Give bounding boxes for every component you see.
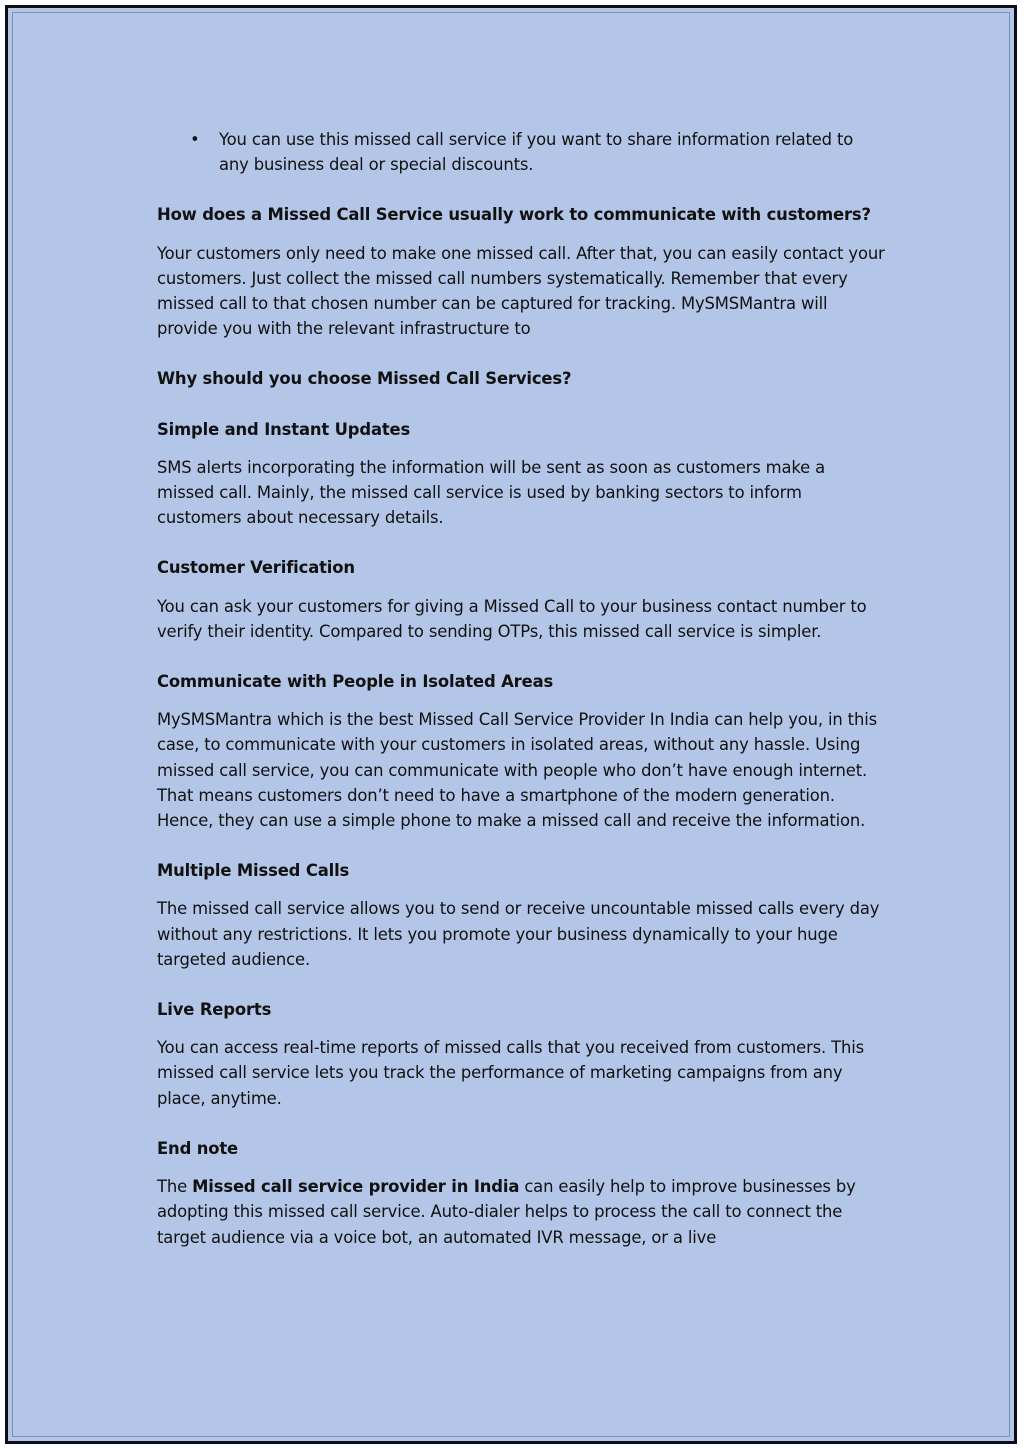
paragraph-multiple-missed-calls: The missed call service allows you to send or receive uncountable missed calls every day without any restrictions. It lets you promote your business dynamically to your huge targeted audience. [157, 899, 880, 969]
document-page [5, 5, 1017, 1444]
heading-end-note: End note [157, 1138, 238, 1158]
heading-isolated-areas: Communicate with People in Isolated Areas [157, 672, 554, 692]
heading-why-choose: Why should you choose Missed Call Services? [157, 369, 572, 389]
paragraph-customer-verification: You can ask your customers for giving a Missed Call to your business contact number to verify their identity. Compared to sending OTPs, this missed call service is simpler. [157, 596, 867, 641]
end-note-suffix: can easily help to improve businesses by adopting this missed call service. Auto-dialer helps to process the call to connect the target audience via a voice bot, an automated IVR message, or a live [157, 1177, 856, 1247]
paragraph-live-reports: You can access real-time reports of missed calls that you received from customers. This missed call service lets you track the performance of marketing campaigns from any place, anytime. [157, 1038, 865, 1108]
heading-how-it-works: How does a Missed Call Service usually work to communicate with customers? [157, 205, 871, 225]
paragraph-simple-updates: SMS alerts incorporating the information will be sent as soon as customers make a missed call. Mainly, the missed call service is used by banking sectors to inform customers about necessary details. [157, 457, 826, 528]
end-note-prefix: The [157, 1177, 193, 1197]
end-note-bold-phrase: Missed call service provider in India [192, 1177, 520, 1197]
heading-simple-updates: Simple and Instant Updates [157, 419, 411, 439]
paragraph-isolated-areas: MySMSMantra which is the best Missed Call Service Provider In India can help you, in this case, to communicate with your customers in isolated areas, without any hassle. Using missed call service, you can communicate with people who don’t have enough internet. That means customers don’t need to have a smartphone of the modern generation. Hence, they can use a simple phone to make a missed call and receive the information. [157, 710, 877, 831]
bullet-item [157, 127, 887, 177]
heading-live-reports: Live Reports [157, 1000, 272, 1020]
document-content [157, 127, 887, 1250]
paragraph-how-it-works: Your customers only need to make one missed call. After that, you can easily contact your customers. Just collect the missed call numbers systematically. Remember that every missed call to that chosen number can be captured for tracking. MySMSMantra will provide you with the relevant infrastructure to [157, 243, 885, 339]
heading-multiple-missed-calls: Multiple Missed Calls [157, 861, 350, 881]
heading-customer-verification: Customer Verification [157, 558, 355, 578]
paragraph-end-note [157, 1174, 887, 1250]
bullet-icon: • [190, 130, 200, 149]
bullet-text: You can use this missed call service if you want to share information related to any business deal or special discounts. [219, 130, 854, 175]
